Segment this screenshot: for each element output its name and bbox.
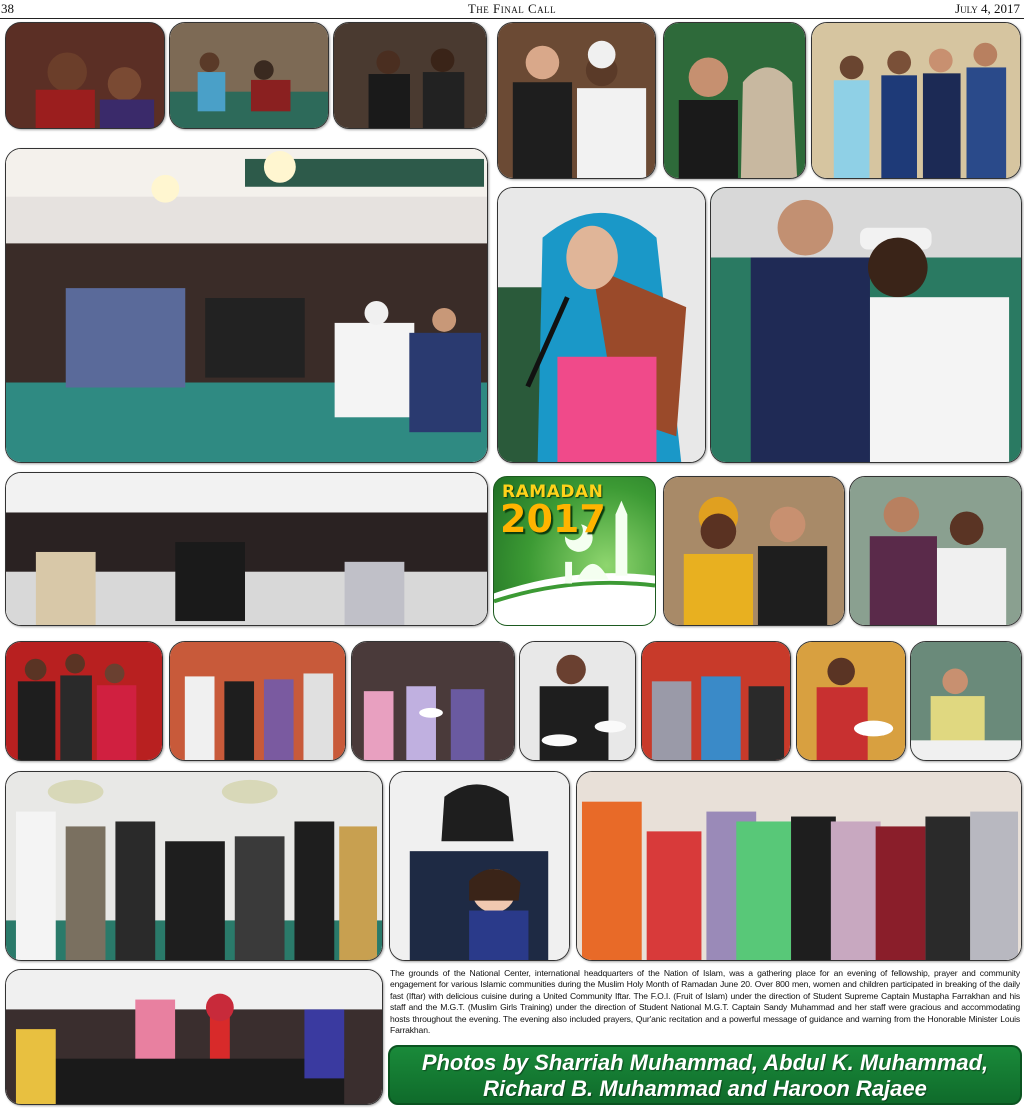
graphic-year: 2017 xyxy=(500,497,606,541)
photo-group-of-four xyxy=(811,22,1021,179)
photo-men-in-suits xyxy=(333,22,487,129)
photo-two-men-praying xyxy=(710,187,1022,463)
photo-credit-line-2: Richard B. Muhammad and Haroon Rajaee xyxy=(483,1076,927,1101)
issue-date: July 4, 2017 xyxy=(955,1,1020,16)
photo-men-receiving-plates xyxy=(641,641,791,761)
page-header xyxy=(0,0,1024,19)
photo-credit-line-1: Photos by Sharriah Muhammad, Abdul K. Muhammad, xyxy=(421,1050,989,1075)
photo-women-dining-iftar xyxy=(5,969,383,1105)
photo-two-women xyxy=(663,22,806,179)
photo-man-holding-child xyxy=(389,771,570,961)
photo-boy-with-plate xyxy=(796,641,906,761)
photo-men-conversing xyxy=(497,22,656,179)
page-number: 38 xyxy=(1,1,14,16)
photo-women-lined-up xyxy=(169,641,346,761)
photo-girl-reciting-quran xyxy=(497,187,706,463)
graphic-title: RAMADAN xyxy=(502,482,604,502)
photo-men-praying-row xyxy=(169,22,329,129)
article-caption: The grounds of the National Center, international headquarters of the Nation of Islam, was a gathering place for an evening of fellowship, prayer and community engagement for various Islamic communities during the Muslim Holy Month of Ramadan June 20. Over 800 men, women and children participated in breaking of the daily fast (Iftar) with delicious cuisine during a United Community Iftar. The F.O.I. (Fruit of Islam) under the direction of Student Supreme Captain Mustapha Farrakhan and his staff and the M.G.T. (Muslim Girls Training) under the direction of Student National M.G.T. Captain Sandy Muhammad and her staff were gracious and accommodating hosts throughout the evening. The evening also included prayers, Qur'anic recitation and a powerful message of guidance and warning from the Honorable Minister Louis Farrakhan. xyxy=(390,968,1020,1036)
photo-woman-and-girl xyxy=(5,22,165,129)
photo-congregation-prayer-hall xyxy=(5,148,488,463)
photo-women-group-mgt xyxy=(576,771,1022,961)
photo-woman-serving-food xyxy=(519,641,636,761)
photo-woman-and-man-smiling xyxy=(663,476,845,626)
photo-group-of-men-posing xyxy=(5,771,383,961)
photo-man-and-woman xyxy=(849,476,1022,626)
photo-guests-at-table xyxy=(910,641,1022,761)
photo-girls-with-plates xyxy=(351,641,515,761)
photo-guests-with-plates xyxy=(5,641,163,761)
publication-name: The Final Call xyxy=(467,1,557,16)
photo-iftar-tent-dinner xyxy=(5,472,488,626)
ramadan-2017-graphic xyxy=(493,476,656,626)
photo-credit-banner xyxy=(388,1045,1022,1105)
